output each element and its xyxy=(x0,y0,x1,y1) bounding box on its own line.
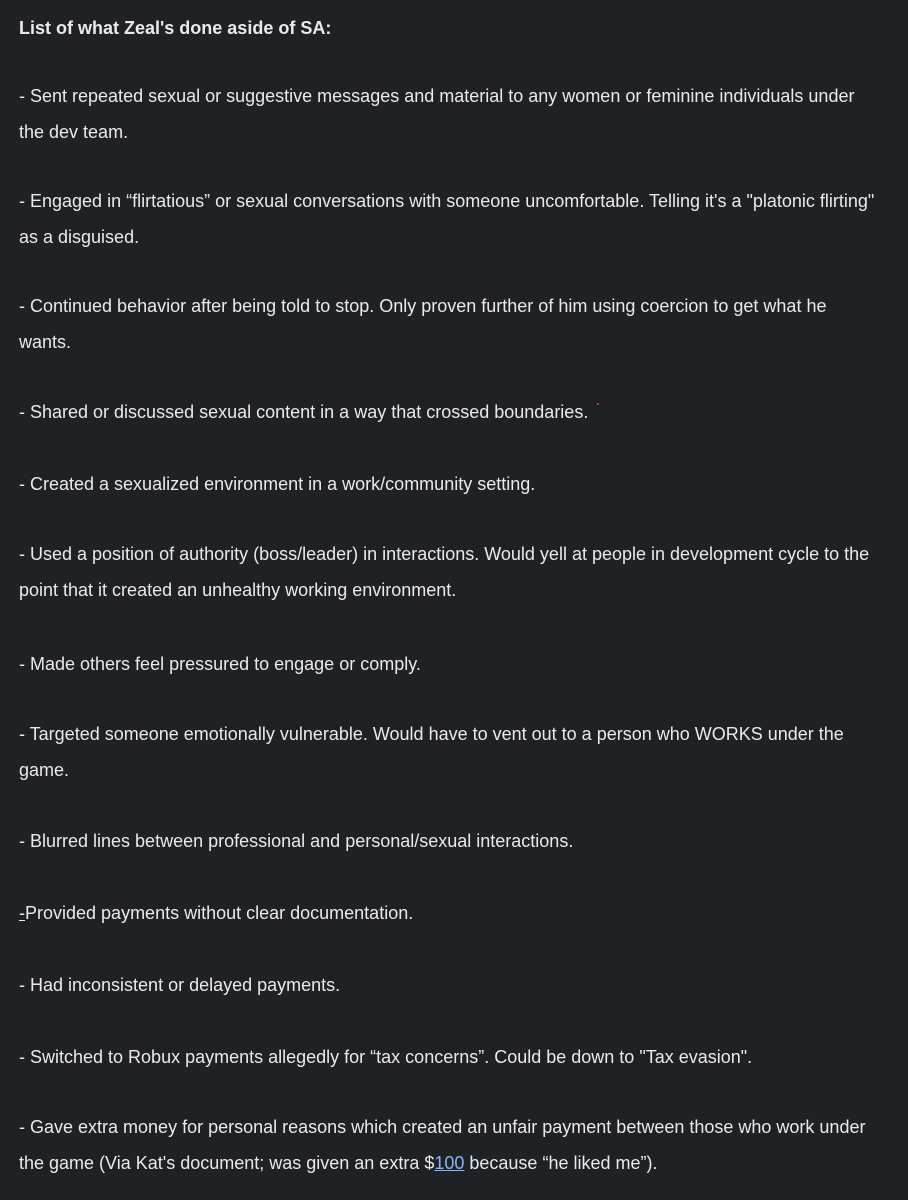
cursor-dot xyxy=(597,403,599,405)
list-item: - Switched to Robux payments allegedly for “tax concerns”. Could be down to "Tax evasion". xyxy=(19,1047,753,1067)
list-item-text: because “he liked me”). xyxy=(464,1153,658,1173)
list-item xyxy=(19,1109,879,1181)
list-item-text: - Gave extra money for personal reasons which created an unfair payment between those who work under the game (Via Kat's document; was given an extra $ xyxy=(19,1117,866,1173)
list-item-text: Provided payments without clear documentation. xyxy=(25,903,414,923)
document-title: List of what Zeal's done aside of SA: xyxy=(19,18,332,38)
list-item: - Continued behavior after being told to stop. Only proven further of him using coercion to get what he wants. xyxy=(19,296,827,352)
list-item: - Made others feel pressured to engage or comply. xyxy=(19,654,421,674)
amount-link[interactable]: 100 xyxy=(434,1153,465,1173)
list-item: - Targeted someone emotionally vulnerable. Would have to vent out to a person who WORKS under the game. xyxy=(19,724,844,780)
list-item: - Blurred lines between professional and personal/sexual interactions. xyxy=(19,831,574,851)
list-item: - Sent repeated sexual or suggestive messages and material to any women or feminine individuals under the dev team. xyxy=(19,86,855,142)
list-item: - Used a position of authority (boss/leader) in interactions. Would yell at people in development cycle to the point that it created an unhealthy working environment. xyxy=(19,544,870,600)
list-item xyxy=(19,895,879,931)
list-item: - Had inconsistent or delayed payments. xyxy=(19,975,341,995)
list-item: - Created a sexualized environment in a work/community setting. xyxy=(19,474,536,494)
list-dash: - xyxy=(19,903,25,923)
list-item: - Engaged in “flirtatious” or sexual conversations with someone uncomfortable. Telling it's a "platonic flirting" as a disguised. xyxy=(19,191,875,247)
list-item: - Shared or discussed sexual content in a way that crossed boundaries. xyxy=(19,402,589,422)
